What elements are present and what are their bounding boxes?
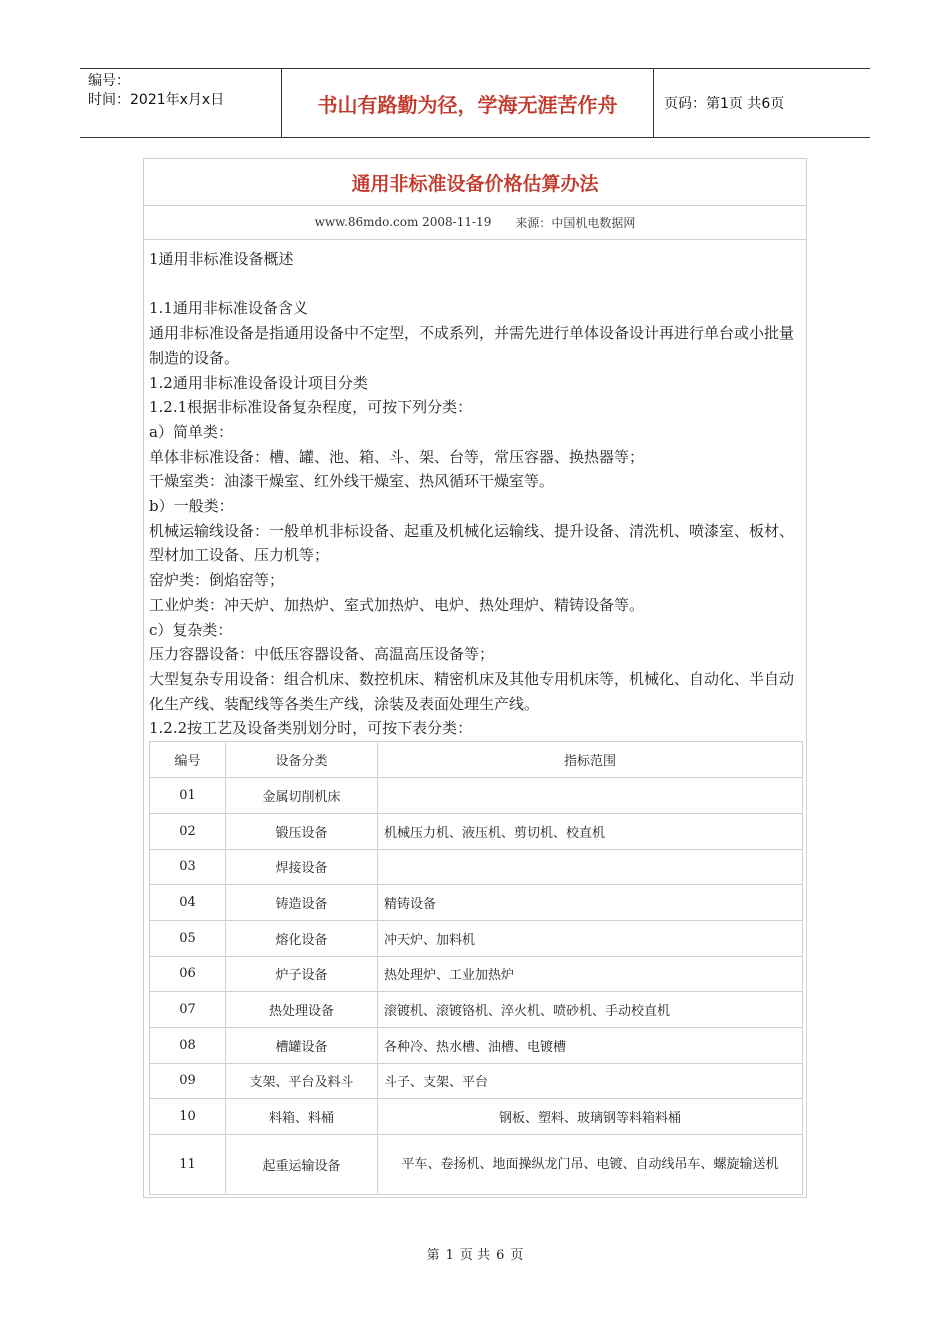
article-title: 通用非标准设备价格估算办法 [144,159,806,206]
document-header [80,68,870,138]
table-row [150,777,802,814]
equipment-table [149,741,803,1195]
header-meta [80,69,282,137]
page-footer [0,1244,950,1263]
table-row [150,813,802,850]
footer-suffix: 页 [510,1248,524,1263]
paragraph: 大型复杂专用设备：组合机床、数控机床、精密机床及其他专用机床等，机械化、自动化、半自动化生产线、装配线等各类生产线，涂装及表面处理生产线。 [149,669,795,713]
article-body [149,247,799,741]
cell-category: 铸造设备 [226,884,378,920]
paragraph: 单体非标准设备：槽、罐、池、箱、斗、架、台等，常压容器、换热器等； [149,447,645,466]
cell-range: 精铸设备 [384,896,437,912]
table-row [150,849,802,885]
footer-prefix: 第 [426,1248,440,1263]
cell-category: 支架、平台及料斗 [226,1063,378,1098]
footer-total-pages: 6 [496,1248,505,1263]
table-row [150,956,802,992]
cell-range: 各种冷、热水槽、油槽、电镀槽 [384,1039,567,1055]
cell-number: 09 [150,1063,226,1098]
column-header-range: 指标范围 [563,754,616,769]
footer-current-page: 1 [445,1248,454,1263]
paragraph: 压力容器设备：中低压容器设备、高温高压设备等； [149,645,495,664]
cell-range: 钢板、塑料、玻璃钢等料箱料桶 [498,1110,681,1126]
cell-number: 08 [150,1027,226,1063]
section-heading: 1通用非标准设备概述 [149,250,294,268]
article-meta [144,205,806,240]
paragraph: 工业炉类：冲天炉、加热炉、室式加热炉、电炉、热处理炉、精铸设备等。 [149,595,645,614]
cell-number: 04 [150,884,226,920]
subsection-heading: 1.2.1根据非标准设备复杂程度，可按下列分类： [149,398,473,417]
cell-number: 10 [150,1098,226,1134]
subsection-heading: 1.2.2按工艺及设备类别划分时，可按下表分类： [149,719,473,738]
column-header-number: 编号 [150,742,226,777]
number-label: 编号： [88,73,130,89]
cell-category: 起重运输设备 [226,1134,378,1194]
subsection-heading: 1.1通用非标准设备含义 [149,299,308,318]
category-label: b）一般类： [149,497,234,516]
table-header-row [150,742,802,778]
cell-range: 平车、卷扬机、地面操纵龙门吊、电镀、自动线吊车、螺旋输送机 [401,1156,779,1172]
cell-category: 锻压设备 [226,813,378,849]
cell-category: 槽罐设备 [226,1027,378,1063]
table-row [150,884,802,921]
cell-category: 料箱、料桶 [226,1098,378,1134]
cell-category: 金属切削机床 [226,777,378,813]
cell-number: 02 [150,813,226,849]
table-row [150,1027,802,1064]
header-motto: 书山有路勤为径，学海无涯苦作舟 [282,69,654,137]
time-label: 时间：2021年x月x日 [88,92,225,108]
cell-category: 热处理设备 [226,991,378,1027]
table-row [150,920,802,957]
source-site: www.86mdo.com 2008-11-19 [314,215,492,229]
table-row [150,1098,802,1135]
category-label: a）简单类： [149,422,233,441]
cell-category: 炉子设备 [226,956,378,991]
article-frame [143,158,807,1198]
paragraph: 机械运输线设备：一般单机非标设备、起重及机械化运输线、提升设备、清洗机、喷漆室、板材、型材加工设备、压力机等； [149,521,795,565]
cell-category: 焊接设备 [226,849,378,884]
category-label: c）复杂类： [149,620,233,639]
paragraph-spacer [149,272,799,297]
cell-range: 机械压力机、液压机、剪切机、校直机 [384,825,606,841]
subsection-heading: 1.2通用非标准设备设计项目分类 [149,373,368,392]
header-page-info: 页码：第1页 共6页 [664,96,785,112]
cell-range: 滚镀机、滚镀铬机、淬火机、喷砂机、手动校直机 [384,1003,671,1019]
paragraph: 干燥室类：油漆干燥室、红外线干燥室、热风循环干燥室等。 [149,472,555,491]
cell-number: 03 [150,849,226,884]
cell-category: 熔化设备 [226,920,378,956]
source-label: 来源：中国机电数据网 [515,215,636,230]
cell-range: 热处理炉、工业加热炉 [384,968,515,983]
paragraph: 通用非标准设备是指通用设备中不定型，不成系列，并需先进行单体设备设计再进行单台或小批量制造的设备。 [149,324,795,367]
paragraph: 窑炉类：倒焰窑等； [149,571,285,590]
cell-range [378,849,802,884]
footer-mid: 页 共 [459,1248,491,1263]
cell-number: 05 [150,920,226,956]
table-row [150,991,802,1028]
table-row [150,1134,802,1194]
table-row [150,1063,802,1099]
cell-number: 07 [150,991,226,1027]
cell-number: 11 [150,1134,226,1194]
cell-number: 01 [150,777,226,813]
cell-range: 斗子、支架、平台 [384,1075,489,1090]
cell-range [378,777,802,813]
cell-number: 06 [150,956,226,991]
column-header-category: 设备分类 [226,742,378,777]
cell-range: 冲天炉、加料机 [384,932,476,948]
